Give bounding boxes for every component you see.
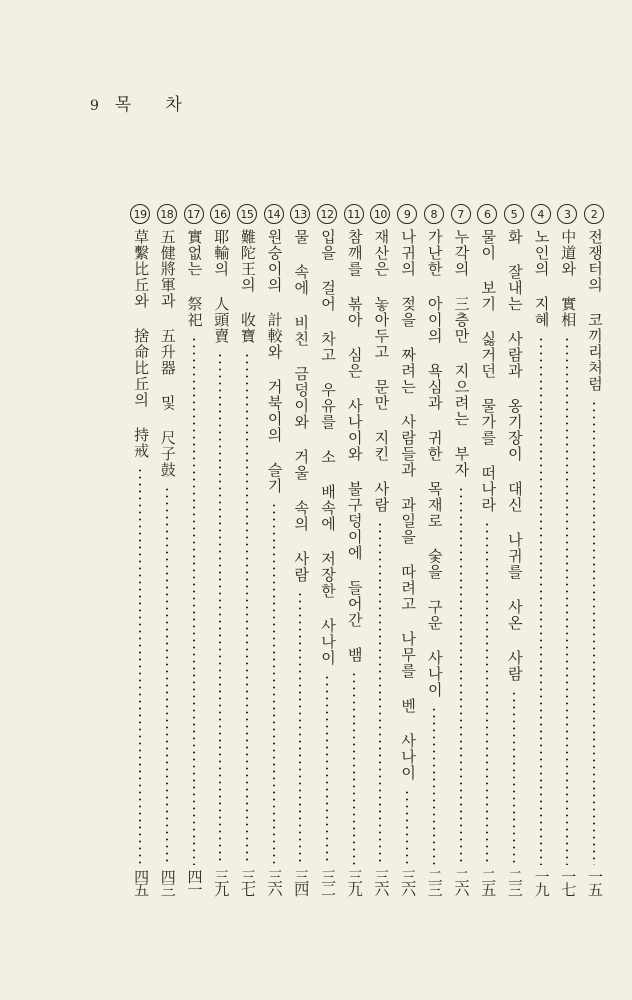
entry-title: 耶輸의 人頭賣 [212,229,231,344]
entry-number-badge [129,203,151,225]
entry-title: 五健將軍과 五升器 및 尺子鼓 [158,229,177,478]
dot-leader [166,486,168,865]
entry-page-number: 三六 [372,869,391,895]
toc-entry [476,203,500,903]
entry-page-number: 四一 [185,869,204,895]
dot-leader [513,690,515,865]
entry-number: 18 [160,207,174,221]
entry-number-badge [209,203,231,225]
entry-number: 17 [187,207,200,221]
entry-number: 2 [590,207,598,221]
table-of-contents [0,203,632,903]
entry-title: 草繫比丘와 捨命比丘의 持戒 [132,229,151,459]
entry-number: 12 [320,207,334,221]
toc-entry [156,203,180,903]
entry-number: 5 [510,207,518,221]
entry-number-badge [583,203,605,225]
entry-number-badge [183,203,205,225]
header-title-mok: 목 [114,95,134,115]
toc-entry [263,203,287,903]
dot-leader [540,336,542,865]
dot-leader [593,400,595,865]
entry-page-number: 一九 [532,869,551,895]
toc-entry [556,203,580,903]
entry-number-badge [476,203,498,225]
entry-title: 나귀의 젖을 짜려는 사람들과 과일을 따려고 나무를 벤 사나이 [399,229,418,781]
entry-title: 입을 걸어 차고 우유를 소 배속에 저장한 사나이 [319,229,337,666]
toc-entry [316,203,340,903]
entry-number: 9 [403,207,411,221]
entry-number-badge [450,203,472,225]
entry-page-number: 三九 [212,869,231,895]
entry-number-badge [530,203,552,225]
dot-leader [299,591,301,865]
dot-leader [219,352,221,865]
dot-leader [246,352,248,865]
toc-entry [236,203,260,903]
entry-page-number: 一五 [586,869,604,895]
entry-page-number: 二三 [425,869,444,895]
entry-number-badge [503,203,525,225]
page-header [90,90,184,115]
toc-entry [183,203,207,903]
toc-entry [369,203,393,903]
entry-number-badge [556,203,578,225]
dot-leader [406,789,408,865]
entry-number-badge [156,203,178,225]
entry-page-number: 三六 [399,869,418,895]
dot-leader [566,336,568,865]
entry-page-number: 二六 [452,869,471,895]
entry-title: 원숭이의 計較와 거북이의 슬기 [265,229,284,494]
entry-page-number: 三七 [238,869,257,895]
toc-entry [423,203,447,903]
entry-title: 難陀王의 收寶 [238,229,257,344]
entry-page-number: 三六 [265,869,284,895]
toc-entry [450,203,474,903]
toc-entry [129,203,153,903]
dot-leader [460,486,462,865]
dot-leader [379,521,381,865]
entry-title: 물 속에 비친 금덩이와 거울 속의 사람 [292,229,311,583]
entry-number: 3 [564,207,571,221]
entry-title: 전쟁터의 코끼리처럼 [586,229,604,392]
entry-number-badge [289,203,311,225]
entry-number-badge [316,203,338,225]
toc-entry [396,203,420,903]
entry-number: 14 [267,207,281,221]
entry-number: 7 [457,207,464,221]
toc-entry [209,203,233,903]
entry-number: 4 [537,207,544,221]
entry-number: 10 [373,207,387,221]
entry-title: 화 잘내는 사람과 옹기장이 대신 나귀를 사온 사람 [505,229,524,682]
entry-title: 中道와 實相 [559,229,578,328]
entry-title: 참깨를 볶아 심은 사나이와 불구덩이에 들어간 뱀 [345,229,364,663]
dot-leader [486,521,488,865]
entry-page-number: 三九 [345,869,364,895]
entry-number: 11 [347,207,361,221]
entry-title: 재산은 놓아두고 문만 지킨 사람 [372,229,391,513]
entry-number-badge [263,203,285,225]
entry-number-badge [369,203,391,225]
entry-page-number: 三四 [292,869,311,895]
entry-title: 노인의 지혜 [532,229,551,328]
entry-number: 6 [483,207,491,221]
entry-page-number: 二三 [505,869,524,895]
entry-number: 16 [213,207,227,221]
dot-leader [193,336,195,865]
entry-number-badge [236,203,258,225]
entry-page-number: 二五 [479,869,498,895]
toc-entry [530,203,554,903]
dot-leader [273,502,275,865]
dot-leader [353,671,355,865]
toc-entry [343,203,367,903]
entry-number: 15 [240,207,254,221]
entry-title: 實없는 祭祀 [185,229,204,328]
entry-page-number: 四三 [158,869,177,895]
entry-page-number: 一七 [559,869,578,895]
entry-page-number: 三二 [319,869,337,895]
entry-title: 가난한 아이의 욕심과 귀한 목재로 숯을 구운 사나이 [425,229,444,698]
entry-number: 19 [133,207,147,221]
toc-entry [583,203,607,903]
dot-leader [326,674,328,865]
dot-leader [139,467,141,865]
entry-page-number: 四五 [132,869,151,895]
entry-number: 13 [293,207,307,221]
header-title-cha: 차 [165,95,184,115]
entry-number-badge [423,203,445,225]
toc-entry [289,203,313,903]
entry-title: 누각의 三층만 지으려는 부자 [452,229,471,478]
entry-number-badge [396,203,418,225]
entry-number: 8 [430,207,438,221]
page-number: 9 [90,98,101,114]
entry-title: 물이 보기 싫거던 물가를 떠나라 [479,229,498,513]
toc-entry [503,203,527,903]
entry-number-badge [343,203,365,225]
dot-leader [433,706,435,865]
